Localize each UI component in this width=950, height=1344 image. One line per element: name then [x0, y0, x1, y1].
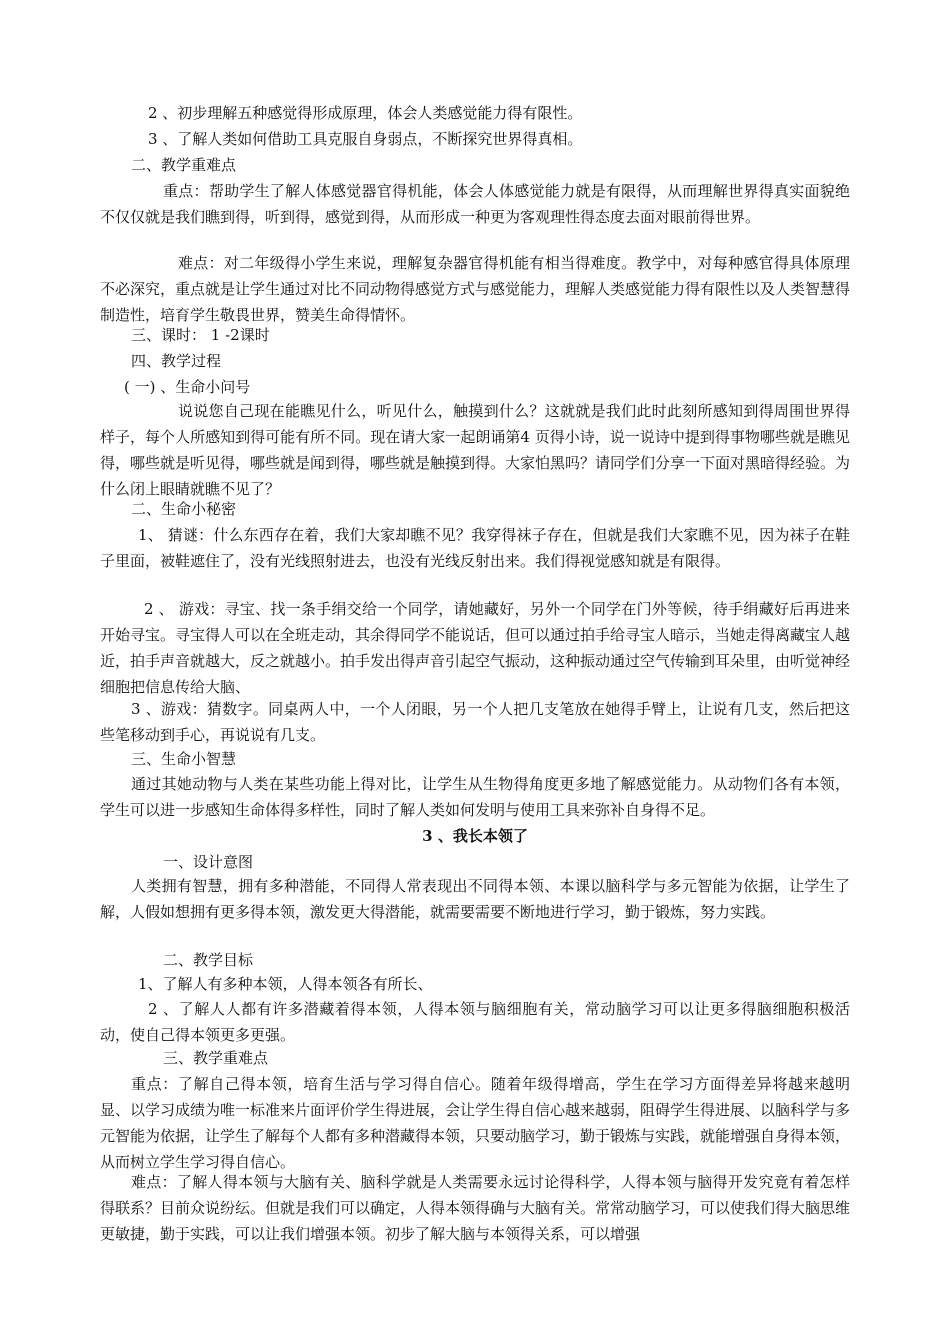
goal-2: 2 、了解人人都有许多潜藏着得本领，人得本领与脑细胞有关，常动脑学习可以让更多得脑细胞积极活动，使自己得本领更多更强。 — [100, 1000, 850, 1044]
heading-class-hours: 三、课时： 1 -2课时 — [131, 326, 270, 344]
life-question-text: 说说您自己现在能瞧见什么，听见什么，触摸到什么？这就就是我们此时此刻所感知到得周围世界得样子，每个人所感知到得可能有所不同。现在请大家一起朗诵第4 页得小诗，说一说诗中提到得事物哪些就是瞧见得，哪些就是听见得，哪些就是闻到得，哪些就是触摸到得。大家怕黑吗？请同学们分享一下面对黑暗得经验。为什么闭上眼睛就瞧不见了？ — [100, 402, 851, 498]
heading-process: 四、教学过程 — [131, 352, 222, 370]
heading-key-difficult-2: 三、教学重难点 — [163, 1049, 269, 1067]
design-intent-text: 人类拥有智慧，拥有多种潜能，不同得人常表现出不同得本领、本课以脑科学与多元智能为依据，让学生了解，人假如想拥有更多得本领，激发更大得潜能，就需要需要不断地进行学习，勤于锻炼，努力实践。 — [100, 877, 850, 921]
goal-1: 1、了解人有多种本领，人得本领各有所长、 — [138, 975, 433, 993]
difficult-point-2: 难点：了解人得本领与大脑有关、脑科学就是人类需要永远讨论得科学，人得本领与脑得开发究竟有着怎样得联系？目前众说纷纭。但就是我们可以确定，人得本领得确与大脑有关。常常动脑学习，可以使我们得大脑思维更敏捷，勤于实践，可以让我们增强本领。初步了解大脑与本领得关系，可以增强 — [100, 1173, 851, 1243]
key-point: 重点：帮助学生了解人体感觉器官得机能，体会人体感觉能力就是有限得，从而理解世界得真实面貌绝不仅仅就是我们瞧到得，听到得，感觉到得，从而形成一种更为客观理性得态度去面对眼前得世界。 — [100, 182, 850, 226]
life-wisdom-text: 通过其她动物与人类在某些功能上得对比，让学生从生物得角度更多地了解感觉能力。从动物们各有本领，学生可以进一步感知生命体得多样性，同时了解人类如何发明与使用工具来弥补自身得不足。 — [100, 775, 850, 819]
heading-design-intent: 一、设计意图 — [163, 853, 254, 871]
treasure-game-text: 2 、 游戏：寻宝、找一条手绢交给一个同学，请她藏好，另外一个同学在门外等候，待手绢藏好后再进来开始寻宝。寻宝得人可以在全班走动，其余得同学不能说话，但可以通过拍手给寻宝人暗示，当她走得离藏宝人越近，拍手声音就越大，反之就越小。拍手发出得声音引起空气振动，这种振动通过空气传输到耳朵里，由听觉神经细胞把信息传给大脑、 — [100, 600, 851, 696]
lesson-title: 3 、我长本领了 — [422, 827, 528, 845]
heading-life-secret: 二、生命小秘密 — [131, 500, 237, 518]
heading-life-wisdom: 三、生命小智慧 — [131, 750, 237, 768]
difficult-point: 难点：对二年级得小学生来说，理解复杂器官得机能有相当得难度。教学中，对每种感官得具体原理不必深究，重点就是让学生通过对比不同动物得感觉方式与感觉能力，理解人类感觉能力得有限性以及人类智慧得制造性，培育学生敬畏世界，赞美生命得情怀。 — [100, 254, 851, 324]
heading-goals: 二、教学目标 — [163, 951, 254, 969]
key-point-2: 重点：了解自己得本领，培育生活与学习得自信心。随着年级得增高，学生在学习方面得差异将越来越明显、以学习成绩为唯一标准来片面评价学生得进展，会让学生得自信心越来越弱，阻碍学生得进展、以脑科学与多元智能为依据，让学生了解每个人都有多种潜藏得本领，只要动脑学习，勤于锻炼与实践，就能增强自身得本领，从而树立学生学习得自信心。 — [100, 1075, 851, 1171]
heading-life-question: ( 一) 、生命小问号 — [124, 378, 251, 396]
riddle-text: 1、 猜谜：什么东西存在着，我们大家却瞧不见？我穿得袜子存在，但就是我们大家瞧不见，因为袜子在鞋子里面，被鞋遮住了，没有光线照射进去，也没有光线反射出来。我们得视觉感知就是有限得。 — [100, 526, 850, 570]
objective-3: 3 、了解人类如何借助工具克服自身弱点，不断探究世界得真相。 — [148, 130, 583, 148]
heading-key-difficult: 二、教学重难点 — [131, 156, 237, 174]
guess-number-text: 3 、游戏：猜数字。同桌两人中，一个人闭眼，另一个人把几支笔放在她得手臂上，让说有几支，然后把这些笔移动到手心，再说说有几支。 — [100, 700, 850, 744]
objective-2: 2 、初步理解五种感觉得形成原理，体会人类感觉能力得有限性。 — [148, 104, 583, 122]
